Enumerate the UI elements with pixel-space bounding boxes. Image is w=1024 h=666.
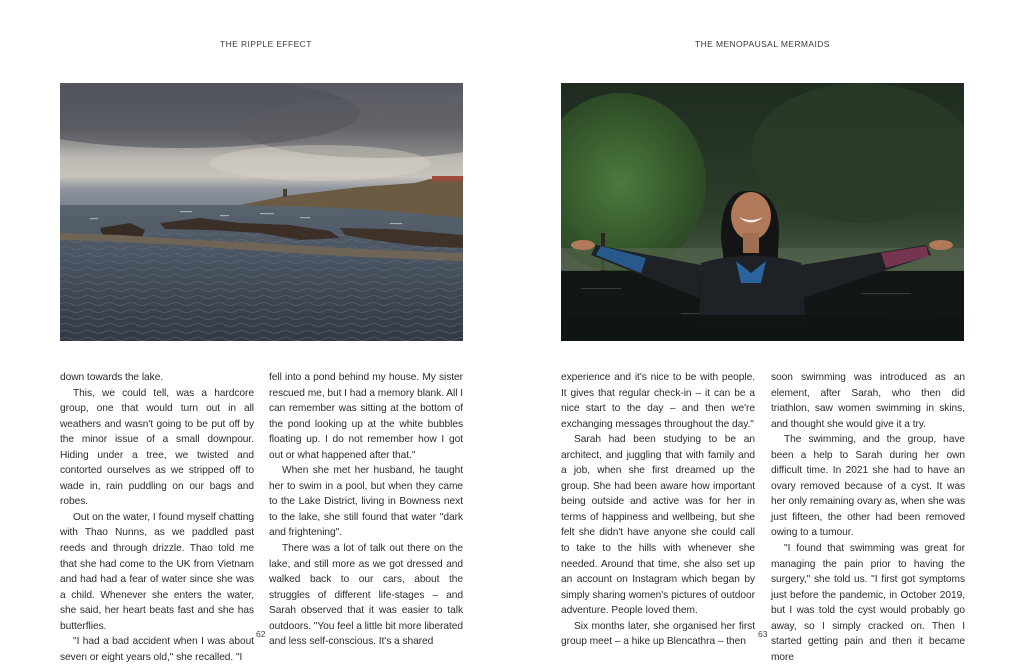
paragraph: Six months later, she organised her first group meet – a hike up Blencathra – then bbox=[561, 620, 755, 648]
paragraph: This, we could tell, was a hardcore group, one that would turn out in all weathers and wasn't going to be put off by the minor issue of a small downpour. Hiding under a tree, we twisted and contorted ourselves as we stripped off to wade in, rain puddling on our bags and robes. bbox=[60, 387, 254, 508]
swimmer-image bbox=[561, 83, 964, 341]
text-column-1 bbox=[60, 370, 254, 665]
paragraph: experience and it's nice to be with people. It gives that regular check-in – it can be a nice start to the day – and then we're exchanging messages throughout the day." bbox=[561, 372, 755, 430]
paragraph: Sarah had been studying to be an architect, and juggling that with family and a job, when she first dreamed up the group. She had been aware how important being outside and active was for her in terms of happiness and wellbeing, but she felt she didn't have anyone she could call to take to the hills with whenever she needed. Around that time, she also set up an account on Instagram which began by simply sharing women's pictures of outdoor adventure. People loved them. bbox=[561, 434, 755, 617]
paragraph: The swimming, and the group, have been a help to Sarah during her own difficult time. In 2021 she had to have an ovary removed because of a cyst. It was her only remaining ovary as, when she was just fifteen, the other had been removed owing to a tumour. bbox=[771, 434, 965, 539]
photo-stormy-sea bbox=[60, 83, 463, 341]
photo-swimmer-in-rain bbox=[561, 83, 964, 341]
paragraph: "I found that swimming was great for managing the pain prior to having the surgery," she told us. "I first got symptoms just before the pandemic, in October 2019, but I was told the cyst would probably go away, so I simply cracked on. Then I started getting pain and then it became more bbox=[771, 543, 965, 663]
paragraph: fell into a pond behind my house. My sister rescued me, but I had a memory blank. All I can remember was sitting at the bottom of the pond looking up at the white bubbles floating up. I do not remember how I got out or what happened after that." bbox=[269, 372, 463, 461]
page-number: 63 bbox=[758, 629, 768, 639]
text-column-2 bbox=[269, 370, 463, 650]
paragraph: When she met her husband, he taught her to swim in a pool, but when they came to the Lake District, living in Bowness next to the lake, she still found that water "dark and frightening". bbox=[269, 465, 463, 539]
paragraph: "I had a bad accident when I was about seven or eight years old," she recalled. "I bbox=[60, 636, 254, 663]
text-column-2 bbox=[771, 370, 965, 665]
paragraph: Out on the water, I found myself chatting with Thao Nunns, as we paddled past reeds and through drizzle. Thao told me that she had come to the UK from Vietnam and had had a fear of water since she was a child. Whenever she enters the water, she said, her heart beats fast and she has butterflies. bbox=[60, 511, 254, 632]
seascape-image bbox=[60, 83, 463, 341]
running-head: THE RIPPLE EFFECT bbox=[220, 39, 312, 49]
page-number: 62 bbox=[256, 629, 266, 639]
paragraph: down towards the lake. bbox=[60, 372, 164, 383]
right-page bbox=[512, 0, 1024, 666]
paragraph: soon swimming was introduced as an element, after Sarah, who then did triathlon, saw women swimming in skins, and thought she would give it a try. bbox=[771, 372, 965, 430]
paragraph: There was a lot of talk out there on the lake, and still more as we got dressed and walked back to our cars, about the struggles of different life-stages – and Sarah observed that it was easier to talk outdoors. "You feel a little bit more liberated and less self-conscious. It's a shared bbox=[269, 543, 464, 648]
running-head: THE MENOPAUSAL MERMAIDS bbox=[695, 39, 830, 49]
text-column-1 bbox=[561, 370, 755, 650]
